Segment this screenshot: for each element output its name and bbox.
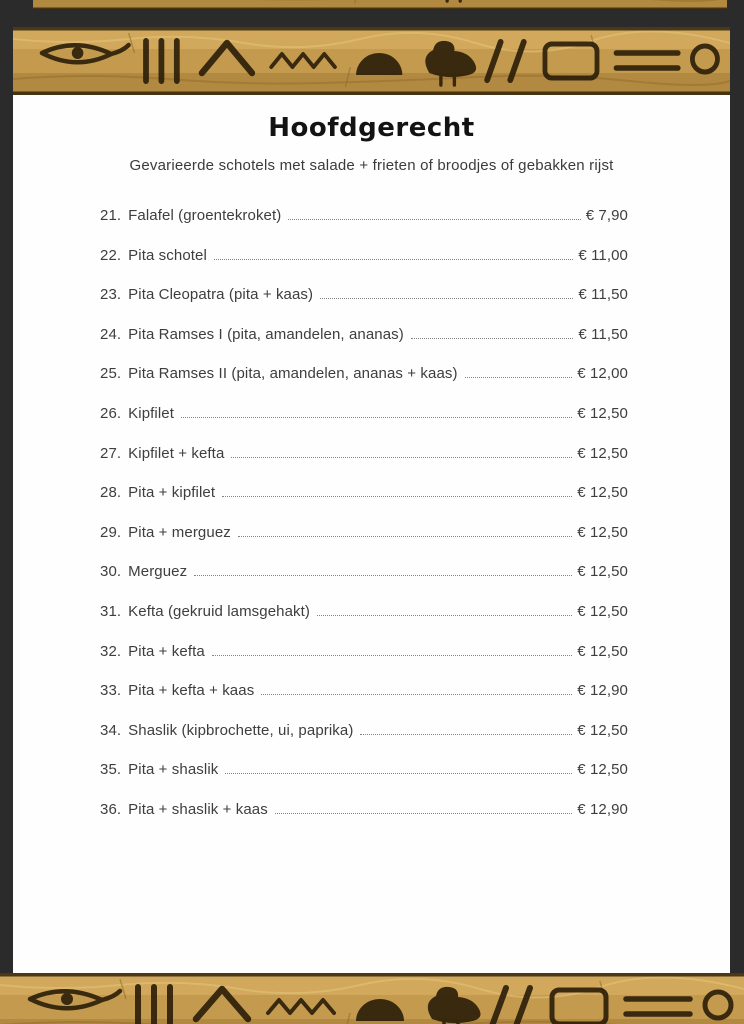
menu-item-name: Pita Cleopatra (pita + kaas) (128, 286, 314, 304)
menu-item-name: Shaslik (kipbrochette, ui, paprika) (128, 721, 354, 739)
dotted-leader (411, 338, 573, 339)
dotted-leader (275, 813, 572, 814)
menu-item-number: 27. (100, 444, 122, 462)
menu-item-row (100, 681, 628, 701)
menu-list (100, 206, 628, 820)
menu-item-name: Pita + shaslik + kaas (128, 800, 268, 818)
dotted-leader (181, 417, 572, 418)
hieroglyph-border-top-partial (33, 0, 727, 9)
menu-item-name: Pita + kipfilet (128, 484, 216, 502)
dotted-leader (214, 259, 573, 260)
menu-item-price: € 7,90 (585, 207, 628, 224)
menu-item-number: 34. (100, 721, 122, 739)
menu-item-price: € 12,90 (577, 800, 628, 818)
menu-item-number: 31. (100, 602, 122, 620)
menu-item-name: Pita + merguez (128, 523, 231, 541)
hieroglyph-border-bottom (0, 973, 744, 1024)
menu-item-number: 35. (100, 761, 122, 779)
menu-item-row (100, 404, 628, 424)
dotted-leader (288, 219, 580, 220)
menu-item-row (100, 642, 628, 662)
menu-item-name: Pita + kefta (128, 642, 205, 660)
dotted-leader (231, 457, 572, 458)
menu-item-number: 32. (100, 642, 122, 660)
page-subtitle: Gevarieerde schotels met salade + frieten of broodjes of gebakken rijst (129, 157, 614, 174)
dotted-leader (261, 694, 572, 695)
menu-item-name: Falafel (groentekroket) (128, 207, 282, 224)
dotted-leader (212, 655, 572, 656)
menu-item-number: 29. (100, 523, 122, 541)
menu-item-number: 28. (100, 484, 122, 502)
menu-item-row (100, 800, 628, 820)
menu-item-row (100, 246, 628, 266)
menu-item-name: Pita schotel (128, 246, 207, 264)
hieroglyph-border-top (13, 27, 730, 95)
dotted-leader (222, 496, 572, 497)
menu-item-row (100, 364, 628, 384)
dotted-leader (465, 377, 573, 378)
menu-item-number: 21. (100, 207, 122, 224)
menu-item-price: € 12,50 (577, 642, 628, 660)
menu-item-row (100, 325, 628, 345)
menu-item-number: 24. (100, 325, 122, 343)
menu-item-number: 22. (100, 246, 122, 264)
menu-item-number: 33. (100, 682, 122, 700)
menu-page (13, 95, 730, 973)
menu-item-price: € 12,50 (577, 563, 628, 581)
dotted-leader (238, 536, 572, 537)
menu-item-row (100, 602, 628, 622)
menu-item-name: Pita + shaslik (128, 761, 219, 779)
menu-item-price: € 12,00 (577, 365, 628, 383)
menu-item-price: € 12,50 (577, 484, 628, 502)
dotted-leader (225, 773, 572, 774)
menu-item-price: € 12,90 (577, 682, 628, 700)
dotted-leader (194, 575, 572, 576)
menu-item-price: € 12,50 (577, 721, 628, 739)
menu-item-price: € 11,50 (578, 286, 628, 304)
menu-item-name: Pita Ramses II (pita, amandelen, ananas + kaas) (128, 365, 458, 383)
menu-item-name: Merguez (128, 563, 188, 581)
menu-item-row (100, 483, 628, 503)
menu-item-row (100, 285, 628, 305)
menu-item-row (100, 206, 628, 226)
menu-item-price: € 12,50 (577, 444, 628, 462)
menu-item-number: 36. (100, 800, 122, 818)
dotted-leader (360, 734, 572, 735)
menu-item-price: € 12,50 (577, 761, 628, 779)
menu-item-price: € 12,50 (577, 602, 628, 620)
menu-item-name: Kefta (gekruid lamsgehakt) (128, 602, 311, 620)
page-title: Hoofdgerecht (268, 113, 475, 143)
menu-item-row (100, 523, 628, 543)
menu-item-number: 23. (100, 286, 122, 304)
dotted-leader (320, 298, 573, 299)
menu-item-price: € 11,50 (578, 325, 628, 343)
menu-item-row (100, 444, 628, 464)
menu-item-row (100, 721, 628, 741)
menu-item-price: € 12,50 (577, 404, 628, 422)
menu-item-name: Pita + kefta + kaas (128, 682, 255, 700)
menu-item-price: € 11,00 (578, 246, 628, 264)
menu-item-price: € 12,50 (577, 523, 628, 541)
menu-item-row (100, 760, 628, 780)
dotted-leader (317, 615, 572, 616)
menu-item-name: Pita Ramses I (pita, amandelen, ananas) (128, 325, 404, 343)
menu-item-name: Kipfilet (128, 404, 174, 422)
menu-item-number: 30. (100, 563, 122, 581)
menu-item-name: Kipfilet + kefta (128, 444, 225, 462)
menu-item-number: 25. (100, 365, 122, 383)
menu-item-row (100, 562, 628, 582)
menu-item-number: 26. (100, 404, 122, 422)
